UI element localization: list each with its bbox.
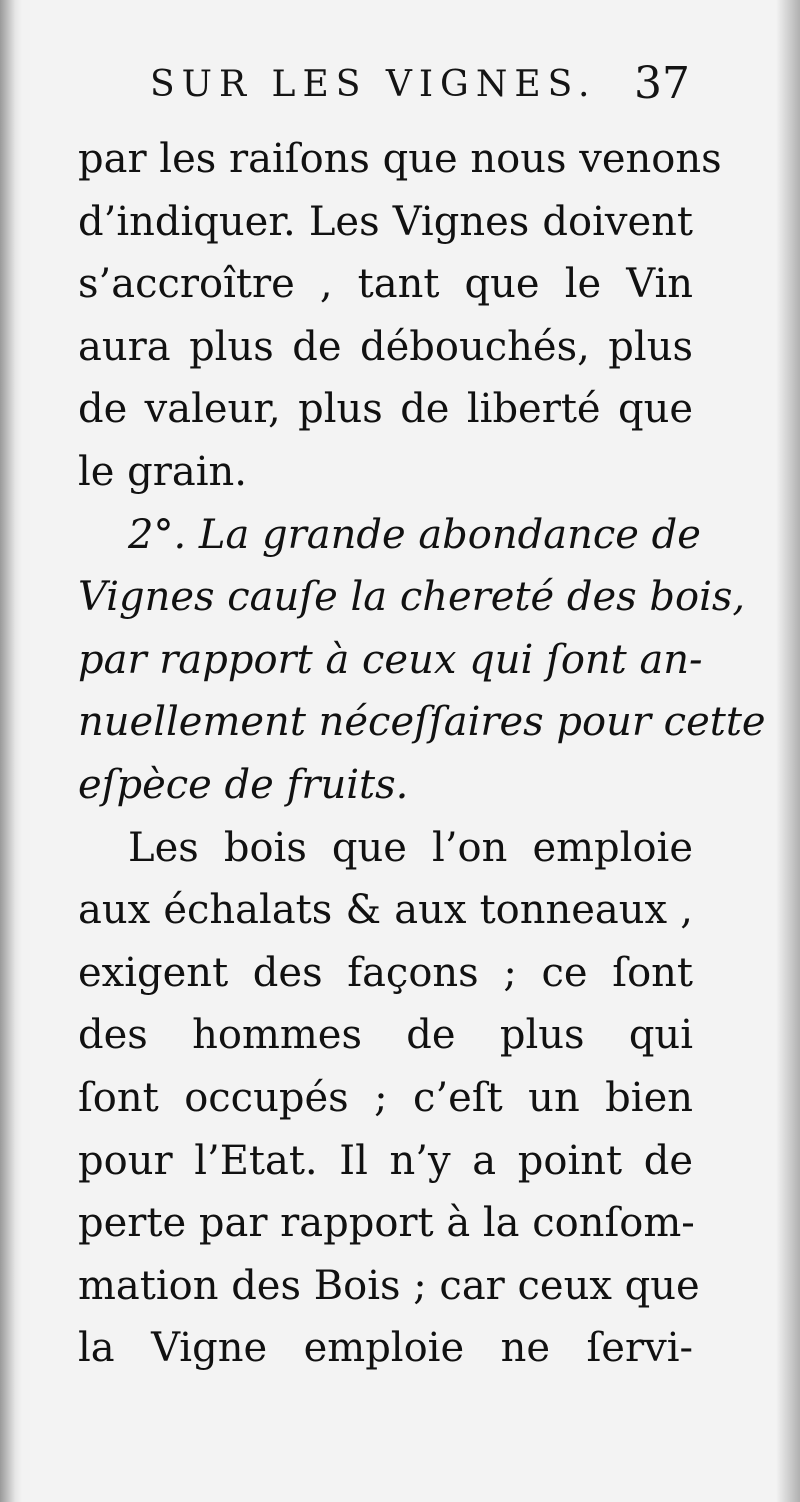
text-line: aux échalats & aux tonneaux , xyxy=(78,887,693,934)
running-title: SUR LES VIGNES. xyxy=(150,64,597,105)
text-line: Les bois que l’on emploie xyxy=(128,824,693,871)
page-number: 37 xyxy=(634,58,690,109)
italic-heading-line: 2°. La grande abondance de xyxy=(128,511,701,558)
text-line: aura plus de débouchés, plus xyxy=(78,323,693,370)
text-line: s’accroître , tant que le Vin xyxy=(78,261,693,308)
text-line: d’indiquer. Les Vignes doivent xyxy=(78,198,693,245)
text-line: la Vigne emploie ne ſervi- xyxy=(78,1325,693,1372)
text-line: exigent des façons ; ce ſont xyxy=(78,949,693,996)
running-head xyxy=(150,58,690,118)
italic-heading-line: par rapport à ceux qui ſont an- xyxy=(78,636,703,683)
text-line: de valeur, plus de liberté que xyxy=(78,386,693,433)
italic-heading-line: eſpèce de fruits. xyxy=(78,761,409,808)
italic-heading-line: nuellement néceſſaires pour cette xyxy=(78,699,766,746)
body-text xyxy=(78,128,766,1380)
text-line: des hommes de plus qui xyxy=(78,1012,693,1059)
text-line: par les raiſons que nous venons xyxy=(78,136,722,182)
text-line: perte par rapport à la conſom- xyxy=(78,1200,695,1247)
text-line: pour l’Etat. Il n’y a point de xyxy=(78,1137,693,1184)
text-line: le grain. xyxy=(78,448,248,495)
text-line: ſont occupés ; c’eſt un bien xyxy=(78,1074,693,1121)
italic-heading-line: Vignes cauſe la chereté des bois, xyxy=(78,574,746,621)
text-line: mation des Bois ; car ceux que xyxy=(78,1262,700,1309)
